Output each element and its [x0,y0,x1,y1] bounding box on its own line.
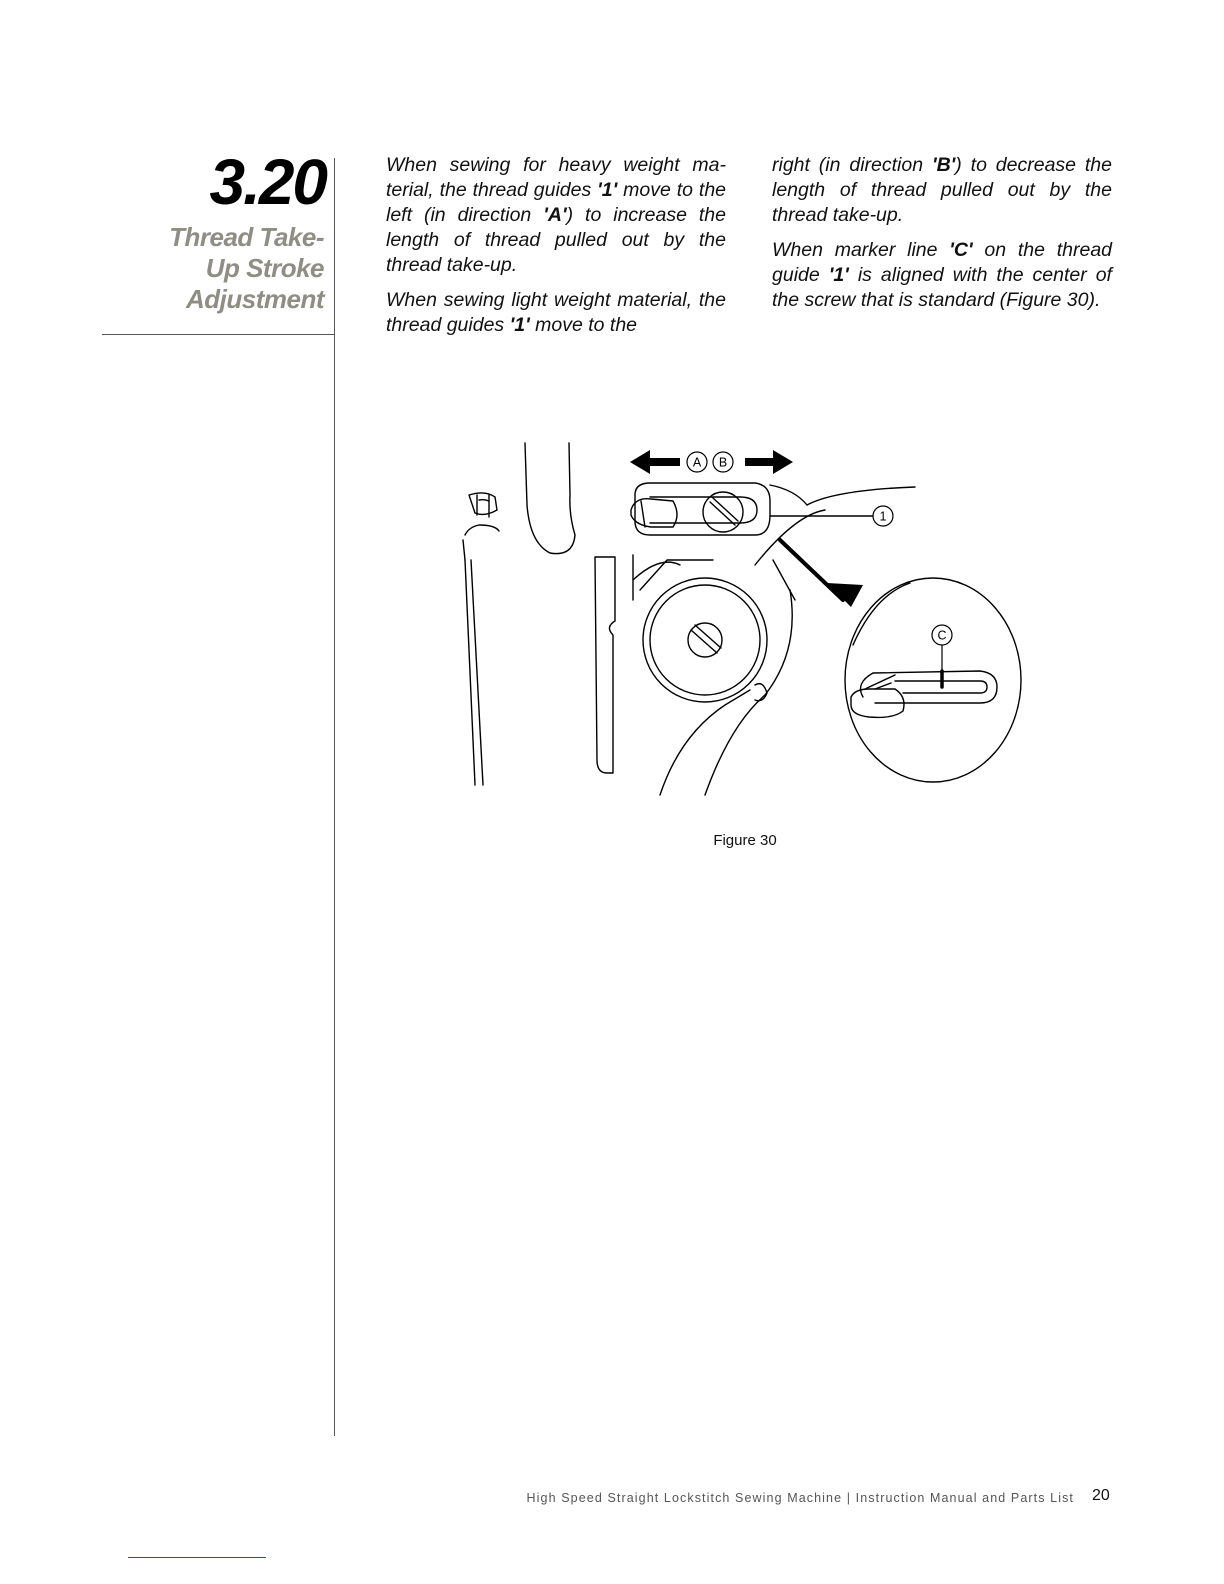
label-a: A [692,455,702,470]
paragraph-heavy-material: When sewing for heavy weight ma-terial, the thread guides '1' move to the left (in direction 'A') to increase the length of thread pulled out by the thread take-up. [386,154,727,276]
figure-thread-take-up [455,435,1035,800]
section-title-line-3: Adjustment [186,284,324,314]
label-b: B [718,455,728,470]
paragraph-marker-line: When marker line 'C' on the thread guide '1' is aligned with the center of the screw that is standard (Figure 30). [772,239,1113,311]
paragraph-light-material-cont: right (in direction 'B') to decrease the length of thread pulled out by the thread take-up. [772,154,1112,226]
figure-caption: Figure 30 [713,832,777,849]
column-divider [334,158,335,1436]
paragraph-light-material: When sewing light weight material, the thread guides '1' move to the [386,289,726,336]
footer-title: High Speed Straight Lockstitch Sewing Machine | Instruction Manual and Parts List [526,1491,1074,1505]
body-column-left [386,153,726,348]
label-c: C [937,628,947,643]
link-underline [128,1557,266,1558]
label-1: 1 [879,509,887,524]
body-column-right [772,153,1112,323]
section-title [84,222,324,315]
figure-drawing [455,435,1035,800]
section-title-line-1: Thread Take- [169,222,324,252]
sidebar-divider [102,334,335,335]
page-number: 20 [1092,1487,1110,1504]
section-title-line-2: Up Stroke [205,253,324,283]
section-number: 3.20 [209,146,326,218]
